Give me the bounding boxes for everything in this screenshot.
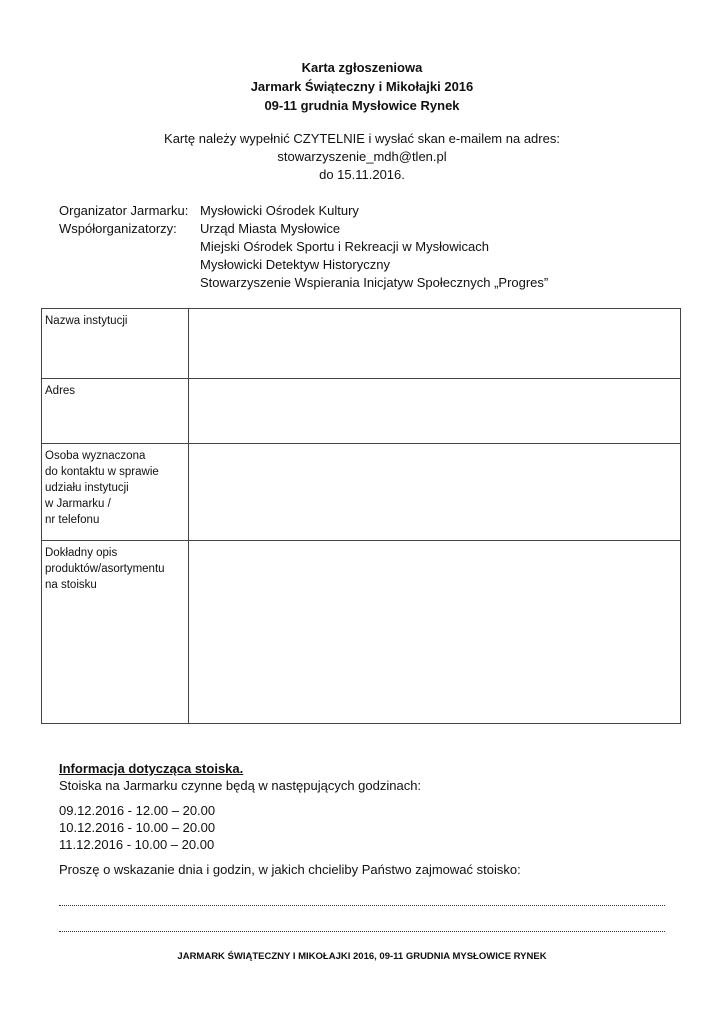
application-form-table: [41, 308, 681, 724]
event-title: Jarmark Świąteczny i Mikołajki 2016: [250, 79, 474, 94]
contact-label-line: w Jarmarku /: [45, 498, 111, 510]
contact-label-line: udziału instytucji: [45, 482, 129, 494]
form-title: Karta zgłoszeniowa: [301, 60, 423, 75]
coorganizers-label: Współorganizatorzy:: [59, 221, 177, 236]
organizer-label: Organizator Jarmarku:: [59, 203, 189, 218]
products-label-line: na stoisku: [45, 579, 97, 591]
form-row-contact: [42, 444, 681, 541]
opening-day: 11.12.2016 - 10.00 – 20.00: [59, 837, 215, 852]
contact-email: stowarzyszenie_mdh@tlen.pl: [277, 149, 447, 164]
institution-name-field[interactable]: [189, 309, 681, 379]
coorganizer-item: Miejski Ośrodek Sportu i Rekreacji w Mysłowicach: [200, 239, 489, 254]
answer-line[interactable]: [59, 931, 665, 932]
products-label-line: Dokładny opis: [45, 547, 118, 559]
contact-person-label: [42, 444, 189, 541]
contact-label-line: do kontaktu w sprawie: [45, 466, 159, 478]
page-footer: JARMARK ŚWIĄTECZNY I MIKOŁAJKI 2016, 09-11 GRUDNIA MYSŁOWICE RYNEK: [177, 951, 547, 962]
contact-person-field[interactable]: [189, 444, 681, 541]
products-description-label: [42, 541, 189, 724]
products-label-line: produktów/asortymentu: [45, 563, 165, 575]
stall-time-question: Proszę o wskazanie dnia i godzin, w jakich chcieliby Państwo zajmować stoisko:: [59, 862, 521, 877]
coorganizer-item: Urząd Miasta Mysłowice: [200, 221, 341, 236]
contact-label-line: nr telefonu: [45, 514, 100, 526]
organizer-name: Mysłowicki Ośrodek Kultury: [200, 203, 359, 218]
institution-name-label: Nazwa instytucji: [42, 309, 189, 379]
coorganizers-row: [59, 220, 548, 292]
coorganizers-list: [200, 220, 548, 292]
instructions-text: Kartę należy wypełnić CZYTELNIE i wysłać skan e-mailem na adres:: [164, 131, 560, 146]
form-row-products: [42, 541, 681, 724]
stall-info-title: Informacja dotycząca stoiska.: [59, 761, 244, 776]
submission-deadline: do 15.11.2016.: [319, 167, 405, 182]
answer-line[interactable]: [59, 905, 665, 906]
organizers-section: [59, 202, 548, 292]
instructions: [0, 130, 724, 184]
event-date-place: 09-11 grudnia Mysłowice Rynek: [264, 98, 460, 113]
coorganizer-item: Mysłowicki Detektyw Historyczny: [200, 257, 390, 272]
opening-day: 09.12.2016 - 12.00 – 20.00: [59, 803, 216, 818]
opening-hours-intro: Stoiska na Jarmarku czynne będą w następujących godzinach:: [59, 778, 422, 793]
stall-info-section: [59, 760, 679, 878]
contact-label-line: Osoba wyznaczona: [45, 450, 146, 462]
organizer-row: [59, 202, 548, 220]
coorganizer-item: Stowarzyszenie Wspierania Inicjatyw Społecznych „Progres”: [200, 275, 549, 290]
document-header: [0, 58, 724, 115]
form-row-institution: [42, 309, 681, 379]
opening-day: 10.12.2016 - 10.00 – 20.00: [59, 820, 216, 835]
address-label: Adres: [42, 379, 189, 444]
address-field[interactable]: [189, 379, 681, 444]
form-row-address: [42, 379, 681, 444]
products-description-field[interactable]: [189, 541, 681, 724]
